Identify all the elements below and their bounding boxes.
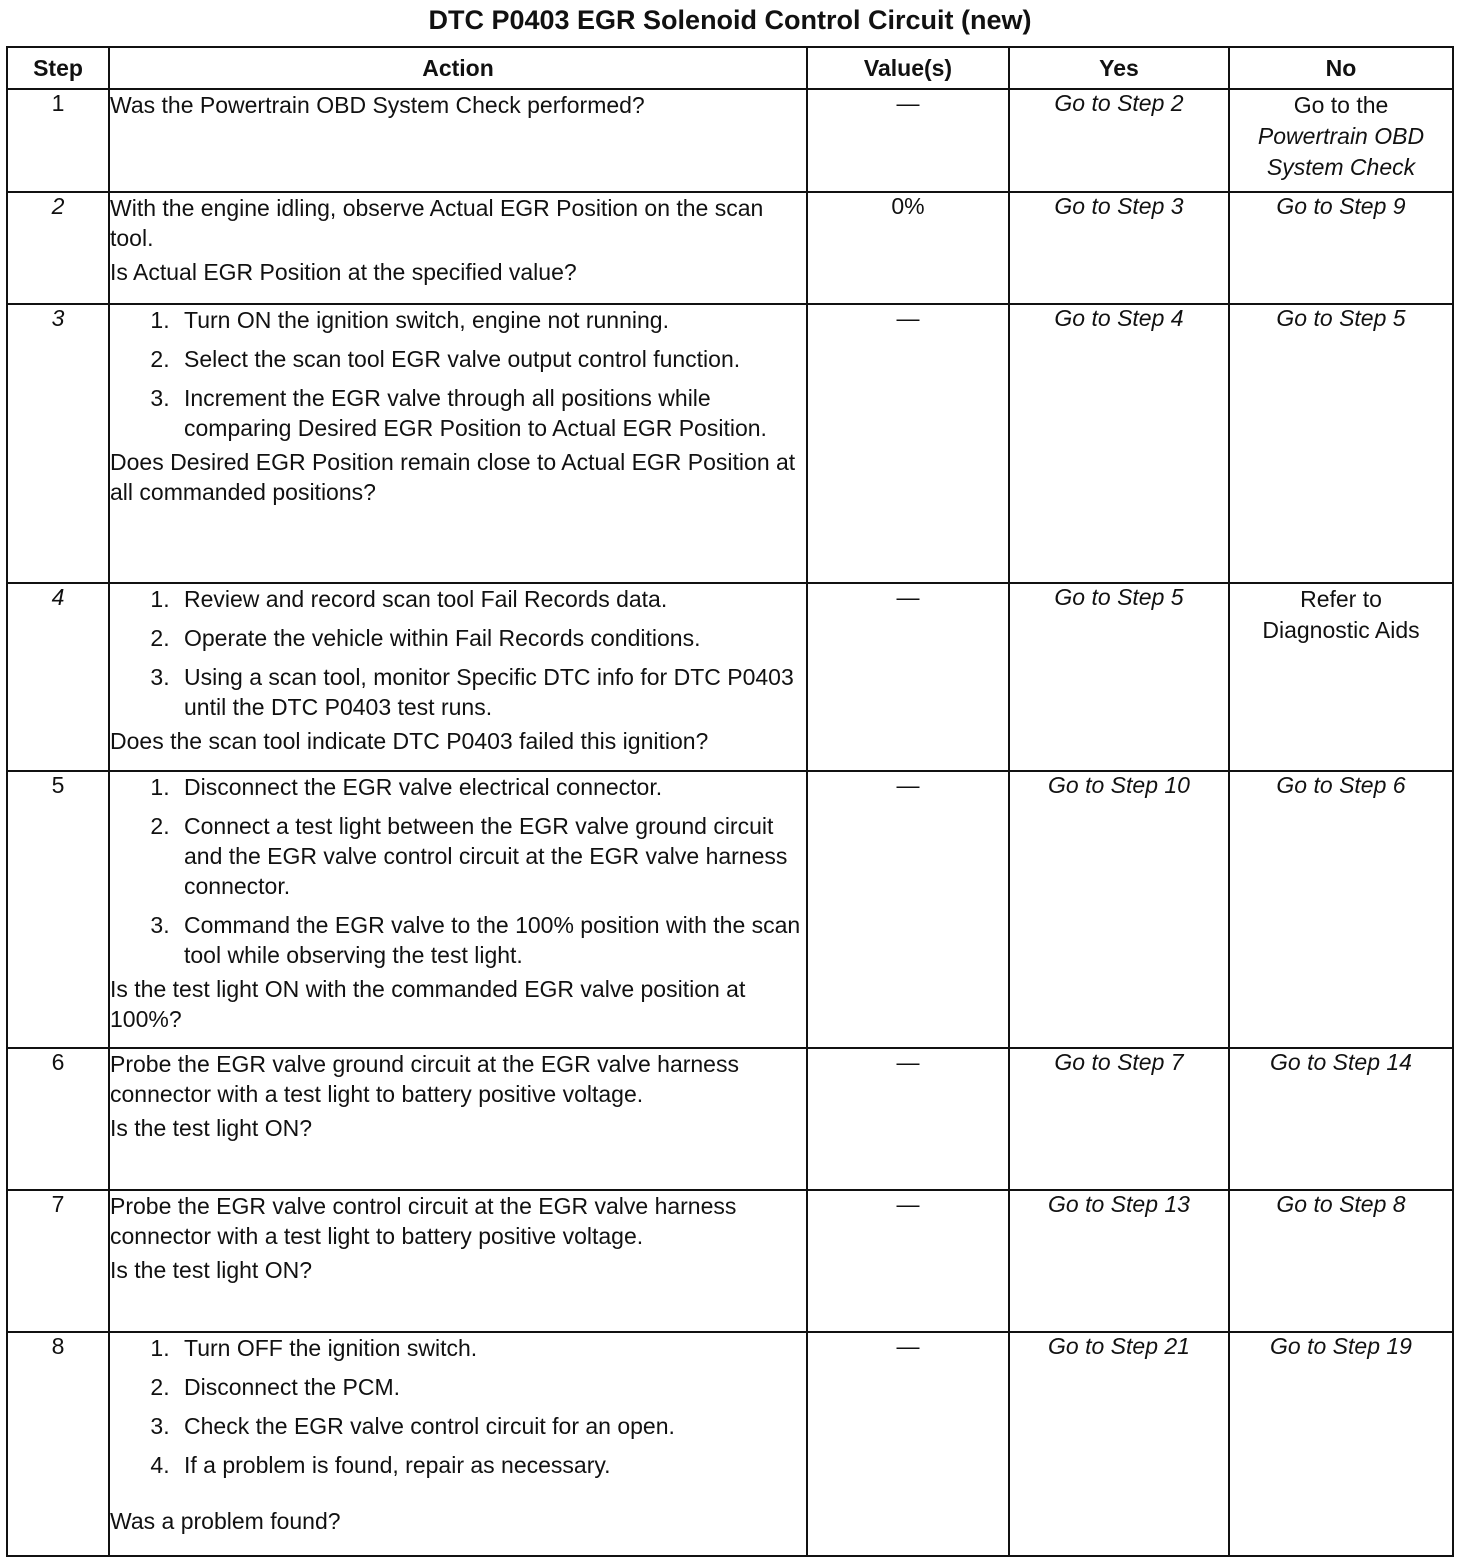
table-header-row [7, 47, 1453, 89]
action-question: Is the test light ON? [110, 1115, 312, 1141]
yes-link[interactable]: Go to Step 13 [1009, 1190, 1229, 1332]
no-link[interactable]: Powertrain OBD [1257, 123, 1425, 149]
value-cell: — [807, 89, 1009, 192]
step-number: 3 [7, 304, 109, 583]
list-item: 1. Disconnect the EGR valve electrical connector. [176, 772, 806, 802]
yes-link[interactable]: Go to Step 7 [1009, 1048, 1229, 1190]
table-row [7, 583, 1453, 771]
action-question: Is Actual EGR Position at the specified value? [110, 259, 577, 285]
list-item: 2. Select the scan tool EGR valve output control function. [176, 344, 806, 374]
procedure-list [110, 584, 806, 722]
action-text: Probe the EGR valve control circuit at the EGR valve harness connector with a test light to battery positive voltage. [110, 1193, 737, 1249]
table-row [7, 192, 1453, 304]
no-cell [1229, 583, 1453, 771]
yes-link[interactable]: Go to Step 10 [1009, 771, 1229, 1048]
step-number: 1 [7, 89, 109, 192]
step-number: 6 [7, 1048, 109, 1190]
diagnostic-table [6, 46, 1454, 1557]
table-row [7, 304, 1453, 583]
action-cell [109, 583, 807, 771]
procedure-list [110, 305, 806, 443]
table-row [7, 1332, 1453, 1556]
yes-link[interactable]: Go to Step 3 [1009, 192, 1229, 304]
action-text: Was the Powertrain OBD System Check performed? [110, 92, 645, 118]
procedure-list [110, 772, 806, 970]
action-text: With the engine idling, observe Actual EGR Position on the scan tool. [110, 195, 764, 251]
yes-link[interactable]: Go to Step 5 [1009, 583, 1229, 771]
no-text-line: Diagnostic Aids [1262, 617, 1420, 643]
table-row [7, 771, 1453, 1048]
step-number: 5 [7, 771, 109, 1048]
no-link[interactable]: Go to Step 19 [1229, 1332, 1453, 1556]
step-number: 2 [7, 192, 109, 304]
list-item: 3. Command the EGR valve to the 100% position with the scan tool while observing the test light. [176, 910, 806, 970]
value-cell: — [807, 1048, 1009, 1190]
no-link[interactable]: Go to Step 14 [1229, 1048, 1453, 1190]
action-cell [109, 192, 807, 304]
header-action: Action [109, 47, 807, 89]
table-row [7, 1190, 1453, 1332]
action-question: Is the test light ON? [110, 1257, 312, 1283]
step-number: 7 [7, 1190, 109, 1332]
list-item: 4. If a problem is found, repair as necessary. [176, 1450, 806, 1480]
action-cell [109, 1190, 807, 1332]
header-values: Value(s) [807, 47, 1009, 89]
list-item: 3. Increment the EGR valve through all positions while comparing Desired EGR Position to Actual EGR Position. [176, 383, 806, 443]
value-cell: — [807, 583, 1009, 771]
value-cell: 0% [807, 192, 1009, 304]
value-cell: — [807, 1190, 1009, 1332]
yes-link[interactable]: Go to Step 4 [1009, 304, 1229, 583]
no-text-line: Go to the [1293, 92, 1389, 118]
value-cell: — [807, 304, 1009, 583]
list-item: 2. Disconnect the PCM. [176, 1372, 806, 1402]
yes-link[interactable]: Go to Step 2 [1009, 89, 1229, 192]
header-yes: Yes [1009, 47, 1229, 89]
action-cell [109, 89, 807, 192]
list-item: 1. Review and record scan tool Fail Records data. [176, 584, 806, 614]
list-item: 2. Operate the vehicle within Fail Records conditions. [176, 623, 806, 653]
no-link[interactable]: Go to Step 8 [1229, 1190, 1453, 1332]
action-question: Is the test light ON with the commanded EGR valve position at 100%? [110, 976, 746, 1032]
action-question: Does Desired EGR Position remain close to Actual EGR Position at all commanded positions? [110, 449, 796, 505]
action-cell [109, 304, 807, 583]
table-row [7, 1048, 1453, 1190]
value-cell: — [807, 1332, 1009, 1556]
list-item: 1. Turn ON the ignition switch, engine not running. [176, 305, 806, 335]
yes-link[interactable]: Go to Step 21 [1009, 1332, 1229, 1556]
action-cell [109, 1048, 807, 1190]
procedure-list [110, 1333, 806, 1480]
no-link[interactable]: Go to Step 5 [1229, 304, 1453, 583]
step-number: 4 [7, 583, 109, 771]
page-title: DTC P0403 EGR Solenoid Control Circuit (new) [428, 5, 1032, 35]
table-row [7, 89, 1453, 192]
no-link[interactable]: System Check [1266, 154, 1416, 180]
action-question: Was a problem found? [110, 1508, 341, 1534]
action-text: Probe the EGR valve ground circuit at the EGR valve harness connector with a test light to battery positive voltage. [110, 1051, 739, 1107]
header-no: No [1229, 47, 1453, 89]
list-item: 3. Check the EGR valve control circuit for an open. [176, 1411, 806, 1441]
no-text-line: Refer to [1300, 586, 1382, 612]
action-cell [109, 1332, 807, 1556]
list-item: 1. Turn OFF the ignition switch. [176, 1333, 806, 1363]
action-question: Does the scan tool indicate DTC P0403 failed this ignition? [110, 728, 709, 754]
header-step: Step [7, 47, 109, 89]
value-cell: — [807, 771, 1009, 1048]
no-link[interactable]: Go to Step 9 [1229, 192, 1453, 304]
list-item: 3. Using a scan tool, monitor Specific DTC info for DTC P0403 until the DTC P0403 test runs. [176, 662, 806, 722]
list-item: 2. Connect a test light between the EGR valve ground circuit and the EGR valve control circuit at the EGR valve harness connector. [176, 811, 806, 901]
no-cell [1229, 89, 1453, 192]
no-link[interactable]: Go to Step 6 [1229, 771, 1453, 1048]
action-cell [109, 771, 807, 1048]
step-number: 8 [7, 1332, 109, 1556]
